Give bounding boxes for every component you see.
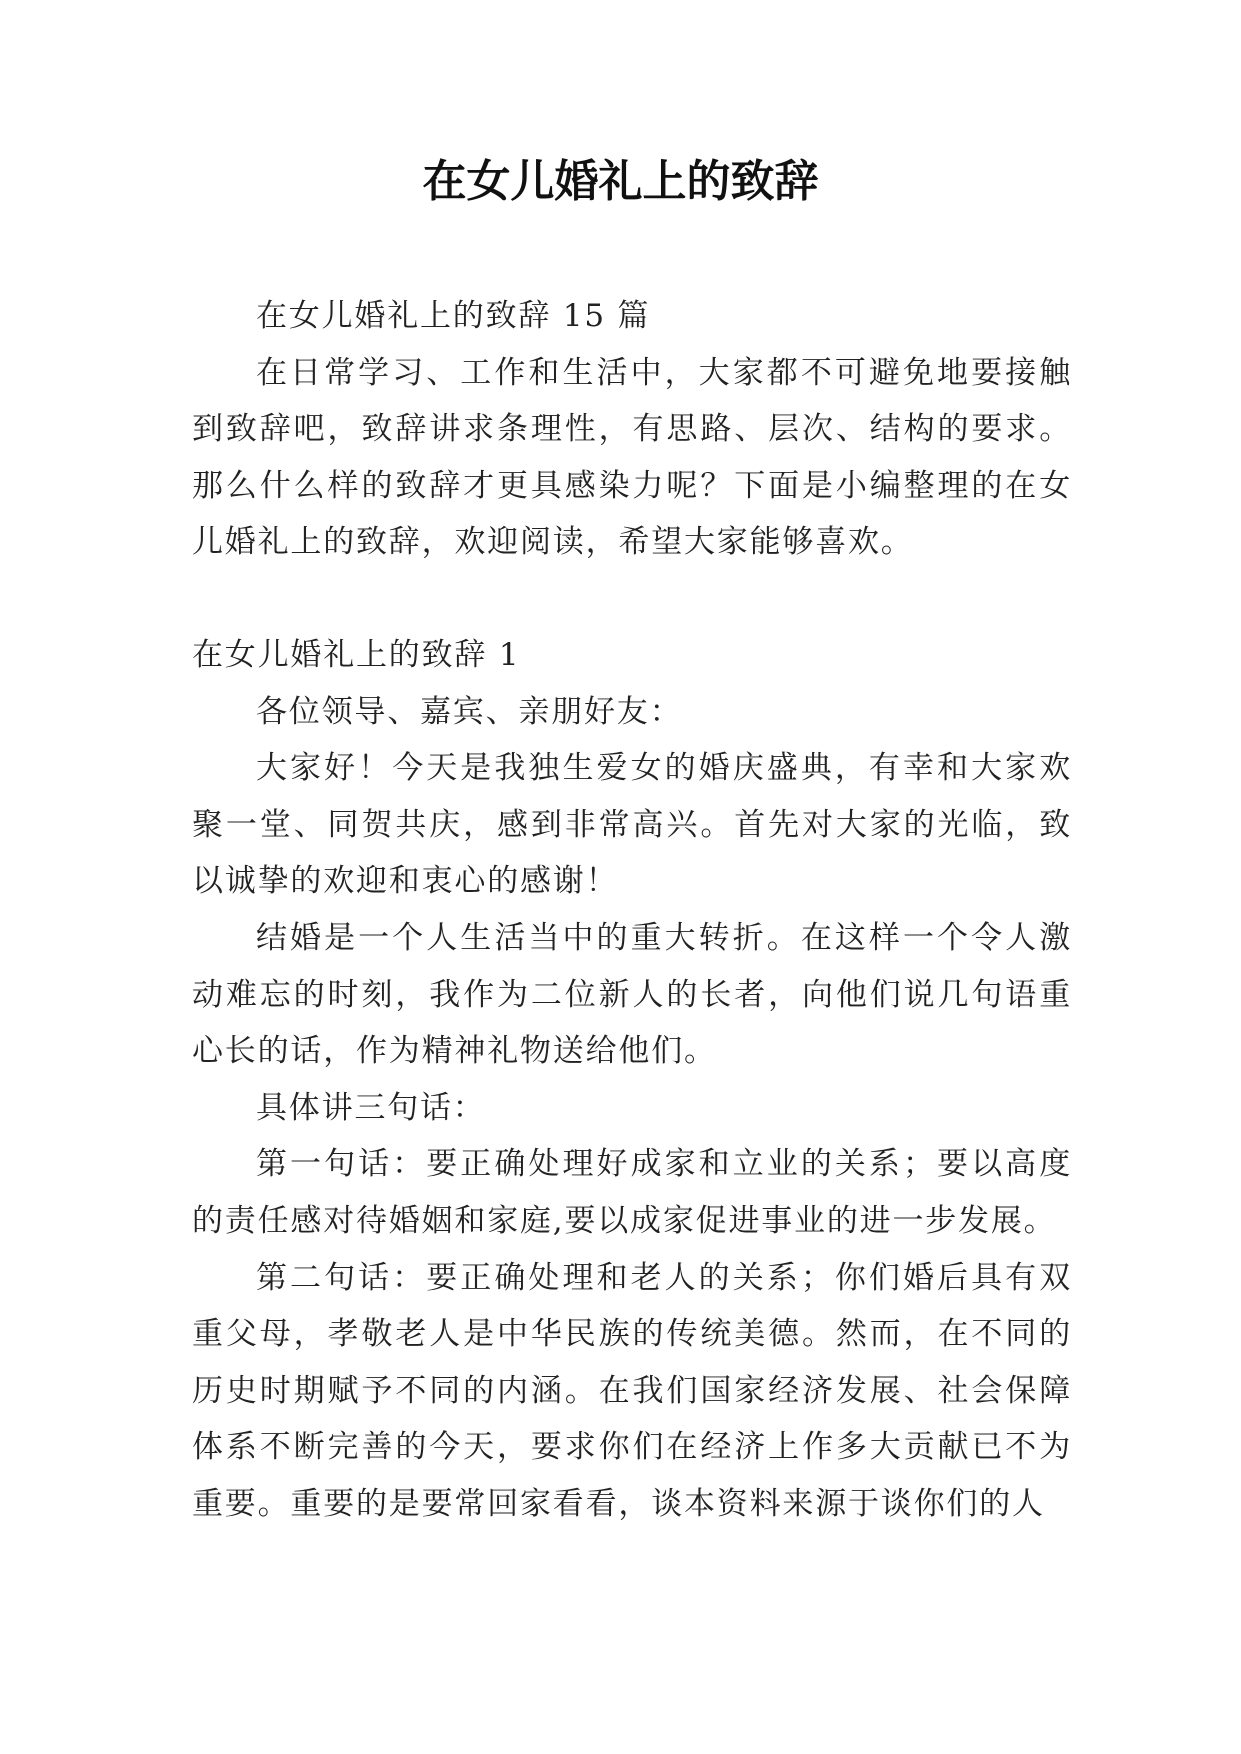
document-title: 在女儿婚礼上的致辞 — [422, 156, 819, 207]
paragraph-greeting: 各位领导、嘉宾、亲朋好友： — [256, 693, 683, 730]
paragraph-point-one: 第一句话：要正确处理好成家和立业的关系；要以高度的责任感对待婚姻和家庭,要以成家促进事业的进一步发展。 — [192, 1146, 1072, 1239]
document-body — [192, 288, 1072, 1532]
section-heading: 在女儿婚礼上的致辞 1 — [192, 636, 521, 673]
section-spacer — [192, 571, 1072, 627]
intro-paragraph: 在日常学习、工作和生活中，大家都不可避免地要接触到致辞吧，致辞讲求条理性，有思路、层次、结构的要求。那么什么样的致辞才更具感染力呢？下面是小编整理的在女儿婚礼上的致辞，欢迎阅读，希望大家能够喜欢。 — [192, 354, 1072, 561]
paragraph-point-two: 第二句话：要正确处理和老人的关系；你们婚后具有双重父母，孝敬老人是中华民族的传统美德。然而，在不同的历史时期赋予不同的内涵。在我们国家经济发展、社会保障体系不断完善的今天，要求你们在经济上作多大贡献已不为重要。重要的是要常回家看看，谈本资料来源于谈你们的人 — [192, 1259, 1072, 1522]
document-subtitle: 在女儿婚礼上的致辞 15 篇 — [256, 298, 651, 334]
paragraph-marriage: 结婚是一个人生活当中的重大转折。在这样一个令人激动难忘的时刻，我作为二位新人的长者，向他们说几句语重心长的话，作为精神礼物送给他们。 — [192, 919, 1072, 1070]
paragraph-three-points: 具体讲三句话： — [256, 1089, 486, 1126]
paragraph-welcome: 大家好！今天是我独生爱女的婚庆盛典，有幸和大家欢聚一堂、同贺共庆，感到非常高兴。首先对大家的光临，致以诚挚的欢迎和衷心的感谢！ — [192, 750, 1072, 900]
